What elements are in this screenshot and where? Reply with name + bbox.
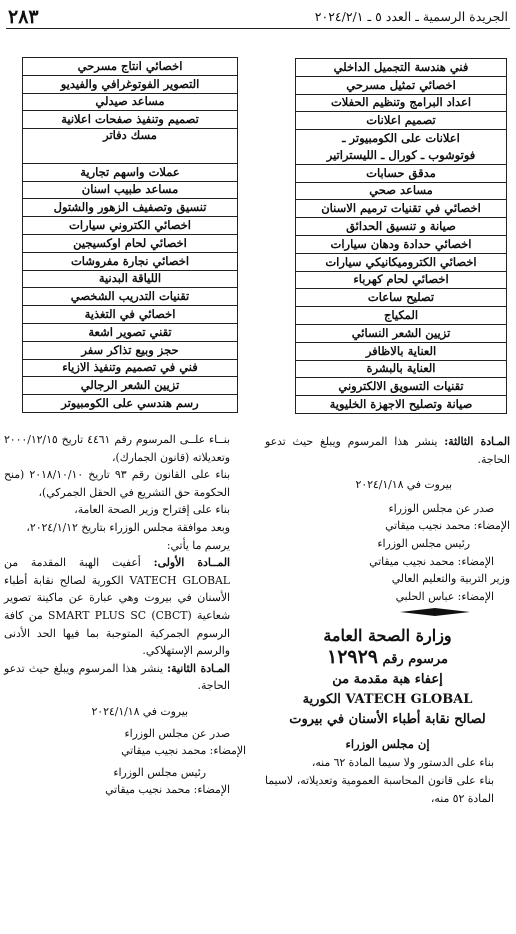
table-row [296, 271, 507, 289]
profession-cell: تنسيق وتصفيف الزهور والشتول [23, 199, 238, 217]
profession-cell: حجز وبيع تذاكر سفر [23, 341, 238, 359]
profession-cell: اخصائي لحام كهرباء [296, 271, 507, 289]
page-header [6, 6, 510, 29]
pm-title: رئيس مجلس الوزراء [113, 765, 206, 779]
profession-cell: اللياقة البدنية [23, 270, 238, 288]
table-row [296, 342, 507, 360]
profession-cell: اخصائي الكتروميكانيكي سيارات [296, 253, 507, 271]
council-heading: إن مجلس الوزراء [345, 737, 430, 752]
table-row [296, 218, 507, 236]
table-row [23, 270, 238, 288]
signature: الإمضاء: محمد نجيب ميقاتي [369, 554, 494, 568]
article-2-label: المـادة الثانية: [167, 661, 230, 675]
left-column [4, 431, 246, 799]
table-row [23, 146, 238, 163]
table-row [296, 76, 507, 94]
issued-by: صدر عن مجلس الوزراء [388, 501, 494, 515]
ministry-heading: وزارة الصحة العامة [323, 626, 452, 646]
table-row [23, 377, 238, 395]
decree-number: ١٢٩٢٩ [326, 646, 379, 669]
profession-cell: تصميم اعلانات [296, 112, 507, 130]
profession-cell: تقنيات التسويق الالكتروني [296, 378, 507, 396]
table-row [23, 111, 238, 129]
article-3-text: ينشر هذا المرسوم ويبلغ حيث تدعو الحاجة. [265, 435, 510, 466]
decree-prefix: مرسوم رقم [382, 652, 449, 668]
profession-cell: مساعد صحي [296, 182, 507, 200]
table-row [23, 75, 238, 93]
table-row [23, 58, 238, 76]
issued-by: صدر عن مجلس الوزراء [124, 726, 230, 740]
profession-cell: فني في تصميم وتنفيذ الازياء [23, 359, 238, 377]
profession-cell: صيانة و تنسيق الحدائق [296, 218, 507, 236]
profession-cell: اخصائي الكتروني سيارات [23, 217, 238, 235]
table-row [296, 200, 507, 218]
article-2-text: ينشر هذا المرسوم ويبلغ حيث تدعو الحاجة. [4, 661, 230, 693]
decree-title: لصالح نقابة أطباء الأسنان في بيروت [289, 712, 486, 728]
profession-cell: عملات واسهم تجارية [23, 163, 238, 181]
article-1 [4, 554, 246, 660]
profession-cell: اخصائي في التغذية [23, 306, 238, 324]
basis-line: بناء على قانون المحاسبة العمومية وتعديلاته، لاسيما المادة ٥٢ منه، [265, 773, 494, 805]
basis-line: بناء على إقتراح وزير الصحة العامة، [74, 503, 230, 517]
place-date: بيروت في ٢٠٢٤/١/١٨ [355, 478, 452, 492]
profession-cell: اخصائي تمثيل مسرحي [296, 76, 507, 94]
profession-cell: اخصائي نجارة مفروشات [23, 252, 238, 270]
profession-cell: مسك دفاتر [23, 129, 238, 146]
table-row [296, 253, 507, 271]
table-row [23, 288, 238, 306]
basis-line: بنــاء علــى المرسوم رقم ٤٤٦١ تاريخ ٢٠٠٠/١٢/١٥ وتعديلاته (قانون الجمارك)، [4, 433, 230, 464]
signature: الإمضاء: عباس الحلبي [395, 589, 494, 603]
table-row [296, 112, 507, 130]
place-date: بيروت في ٢٠٢٤/١/١٨ [91, 704, 188, 718]
profession-cell: تزيين الشعر الرجالي [23, 377, 238, 395]
table-row [296, 360, 507, 378]
profession-cell: مساعد صيدلي [23, 93, 238, 111]
table-row [23, 306, 238, 324]
signature: الإمضاء: محمد نجيب ميقاتي [105, 783, 230, 797]
table-row [296, 59, 507, 77]
table-row [296, 147, 507, 164]
basis-line: بناء على القانون رقم ٩٣ تاريخ ٢٠١٨/١٠/١٠ (منح الحكومة حق التشريع في الحقل الجمركي)، [4, 468, 230, 499]
article-2 [4, 660, 246, 695]
table-row [296, 94, 507, 112]
decree-number-line [265, 647, 510, 670]
pm-title: رئيس مجلس الوزراء [377, 536, 470, 550]
basis-line: بناء على الدستور ولا سيما المادة ٦٢ منه، [311, 756, 494, 770]
table-row [23, 181, 238, 199]
table-row [296, 235, 507, 253]
professions-table-right [295, 58, 507, 414]
table-row [23, 323, 238, 341]
profession-cell: تقني تصوير اشعة [23, 323, 238, 341]
table-row [23, 395, 238, 413]
profession-cell: اخصائي لحام اوكسيجين [23, 234, 238, 252]
table-row [296, 324, 507, 342]
profession-cell [23, 146, 238, 163]
article-3 [265, 433, 510, 468]
profession-cell: تصميم وتنفيذ صفحات اعلانية [23, 111, 238, 129]
table-row [23, 252, 238, 270]
article-1-text: أعفيت الهبة المقدمة من VATECH GLOBAL الكورية لصالح نقابة أطباء الأسنان في بيروت وهي عبارة عن ماكينة تصوير شعاعية SMART PLUS SC (CBCT) من كافة الرسوم الجمركية المتوجبة بما فيها الحد الأدنى والرسم الإستهلاكي. [4, 556, 231, 658]
profession-cell: مساعد طبيب اسنان [23, 181, 238, 199]
table-row [296, 289, 507, 307]
table-row [296, 164, 507, 182]
table-row [23, 129, 238, 146]
table-row [23, 341, 238, 359]
profession-cell: العناية بالاظافر [296, 342, 507, 360]
minister-title: وزير التربية والتعليم العالي [391, 572, 510, 586]
profession-cell: العناية بالبشرة [296, 360, 507, 378]
signature: الإمضاء: محمد نجيب ميقاتي [385, 519, 510, 533]
profession-cell: اخصائي انتاج مسرحي [23, 58, 238, 76]
professions-table-left [22, 57, 238, 413]
profession-cell: المكياج [296, 307, 507, 325]
page-number: ٢٨٣ [8, 6, 39, 28]
profession-cell: فوتوشوب ـ كورال ـ الليستراتير [296, 147, 507, 164]
profession-cell: اخصائي حدادة ودهان سيارات [296, 235, 507, 253]
signature: الإمضاء: محمد نجيب ميقاتي [121, 744, 246, 758]
table-row [296, 378, 507, 396]
table-row [23, 163, 238, 181]
profession-cell: رسم هندسي على الكومبيوتر [23, 395, 238, 413]
profession-cell: تقنيات التدريب الشخصي [23, 288, 238, 306]
table-row [23, 199, 238, 217]
profession-cell: صيانة وتصليح الاجهزة الخليوية [296, 396, 507, 414]
article-3-label: المـادة الثالثة: [444, 435, 510, 448]
table-row [296, 396, 507, 414]
table-row [296, 130, 507, 147]
profession-cell: تصليح ساعات [296, 289, 507, 307]
decree-title: إعفاء هبة مقدمة من [332, 672, 443, 688]
divider-ornament [265, 605, 510, 619]
table-row [296, 182, 507, 200]
basis-line: وبعد موافقة مجلس الوزراء بتاريخ ٢٠٢٤/١/١٢، [26, 520, 230, 534]
profession-cell: اعداد البرامج وتنظيم الحفلات [296, 94, 507, 112]
gazette-title: الجريدة الرسمية ـ العدد ٥ ـ ٢٠٢٤/٢/١ [314, 9, 508, 24]
profession-cell: مدقق حسابات [296, 164, 507, 182]
table-row [23, 93, 238, 111]
decree-title: VATECH GLOBAL الكورية [302, 692, 473, 708]
right-column [265, 433, 510, 807]
profession-cell: تزيين الشعر النسائي [296, 324, 507, 342]
table-row [23, 359, 238, 377]
article-1-label: المــادة الأولى: [153, 556, 230, 570]
decrees-line: يرسم ما يأتي: [166, 538, 230, 552]
table-row [23, 217, 238, 235]
profession-cell: فني هندسة التجميل الداخلي [296, 59, 507, 77]
profession-cell: اعلانات على الكومبيوتر ـ [296, 130, 507, 147]
profession-cell: اخصائي في تقنيات ترميم الاسنان [296, 200, 507, 218]
table-row [23, 234, 238, 252]
profession-cell: التصوير الفوتوغرافي والفيديو [23, 75, 238, 93]
table-row [296, 307, 507, 325]
